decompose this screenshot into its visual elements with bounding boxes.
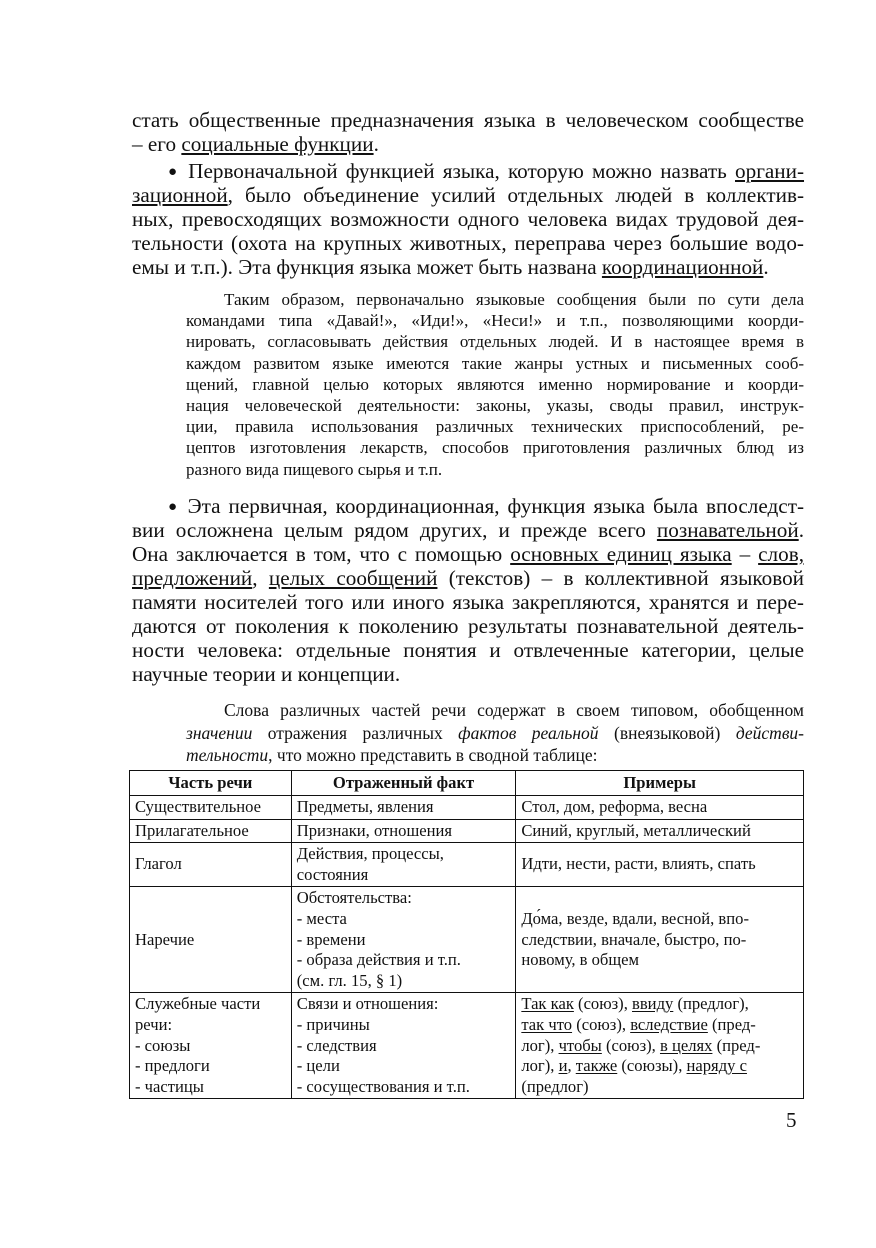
text-line: тельности (охота на крупных животных, переправа через большие водо-	[132, 231, 804, 255]
table-cell: Существительное	[130, 796, 292, 820]
table-cell: Обстоятельства: - места - времени - образа действия и т.п. (см. гл. 15, § 1)	[291, 887, 516, 993]
table-cell: Прилагательное	[130, 819, 292, 843]
text-line: научные теории и концепции.	[132, 662, 401, 686]
text-line: зационной, было объединение усилий отдельных людей в коллектив-	[132, 183, 804, 207]
text-line: щений, главной целью которых являются именно нормирование и коорди-	[186, 374, 804, 394]
text-line: Она заключается в том, что с помощью основных единиц языка – слов,	[132, 542, 804, 566]
column-header: Отраженный факт	[291, 771, 516, 796]
table-row	[130, 843, 804, 887]
paragraph-table-intro	[186, 699, 804, 767]
table-cell: Действия, процессы, состояния	[291, 843, 516, 887]
text-line: нировать, согласовывать действия отдельных людей. И в настоящее время в	[186, 332, 804, 352]
table-row	[130, 887, 804, 993]
table-row	[130, 796, 804, 820]
text-line: каждом развитом языке имеются такие жанры устных и письменных сооб-	[186, 353, 804, 373]
text-line: стать общественные предназначения языка в человеческом сообществе	[132, 108, 804, 132]
page-number: 5	[786, 1108, 797, 1132]
table-cell: Синий, круглый, металлический	[516, 819, 804, 843]
text-line: ных, превосходящих возможности одного человека видах трудовой дея-	[132, 207, 804, 231]
text-line: даются от поколения к поколению результаты познавательной деятель-	[132, 614, 804, 638]
text-line: емы и т.п.). Эта функция языка может быть названа координационной.	[132, 255, 769, 279]
text-line: тельности, что можно представить в сводной таблице:	[186, 745, 598, 765]
paragraph-organizational-function	[132, 159, 804, 279]
text-line: Слова различных частей речи содержат в своем типовом, обобщенном	[224, 700, 804, 720]
text-line: вии осложнена целым рядом других, и прежде всего познавательной.	[132, 518, 804, 542]
column-header: Часть речи	[130, 771, 292, 796]
paragraph-intro	[132, 108, 804, 156]
table-row	[130, 819, 804, 843]
table-cell: Предметы, явления	[291, 796, 516, 820]
column-header: Примеры	[516, 771, 804, 796]
text-line: ции, правила использования различных технических приспособлений, ре-	[186, 417, 804, 437]
text-line: Таким образом, первоначально языковые сообщения были по сути дела	[224, 290, 804, 309]
text-line: разного вида пищевого сырья и т.п.	[186, 459, 443, 479]
text-line: ности человека: отдельные понятия и отвлеченные категории, целые	[132, 638, 804, 662]
table-cell: Наречие	[130, 887, 292, 993]
text-line: предложений, целых сообщений (текстов) – в коллективной языковой	[132, 566, 804, 590]
text-line: памяти носителей того или иного языка закрепляются, хранятся и пере-	[132, 590, 804, 614]
table-cell: Служебные части речи: - союзы - предлоги - частицы	[130, 993, 292, 1099]
paragraph-coordination-example	[186, 289, 804, 480]
table-cell: Идти, нести, расти, влиять, спать	[516, 843, 804, 887]
bullet-icon: ●	[168, 499, 180, 515]
table-cell: Стол, дом, реформа, весна	[516, 796, 804, 820]
text-line: ● Эта первичная, координационная, функция языка была впоследст-	[168, 494, 805, 518]
bullet-icon: ●	[168, 164, 180, 180]
parts-of-speech-table	[129, 770, 804, 1099]
text-line: нация человеческой деятельности: законы, указы, своды правил, инструк-	[186, 395, 804, 415]
paragraph-cognitive-function	[132, 494, 804, 686]
text-line: ● Первоначальной функцией языка, которую можно назвать органи-	[168, 159, 805, 183]
text-line: цептов изготовления лекарств, способов приготовления различных блюд из	[186, 438, 804, 458]
table-cell: Связи и отношения: - причины - следствия - цели - сосуществования и т.п.	[291, 993, 516, 1099]
table-cell: Глагол	[130, 843, 292, 887]
text-line: – его социальные функции.	[132, 132, 379, 156]
table-header-row	[130, 771, 804, 796]
table-row	[130, 993, 804, 1099]
table-cell: Признаки, отношения	[291, 819, 516, 843]
table-cell: До́ма, везде, вдали, весной, впо- следствии, вначале, быстро, по- новому, в общем	[516, 887, 804, 993]
text-line: значении отражения различных фактов реальной (внеязыковой) действи-	[186, 722, 804, 743]
table-cell: Так как (союз), ввиду (предлог), так что (союз), вследствие (пред- лог), чтобы (союз), в целях (пред- лог), и, также (союзы), наряду с (предлог)	[516, 993, 804, 1099]
text-line: командами типа «Давай!», «Иди!», «Неси!» и т.п., позволяющими коорди-	[186, 311, 804, 331]
